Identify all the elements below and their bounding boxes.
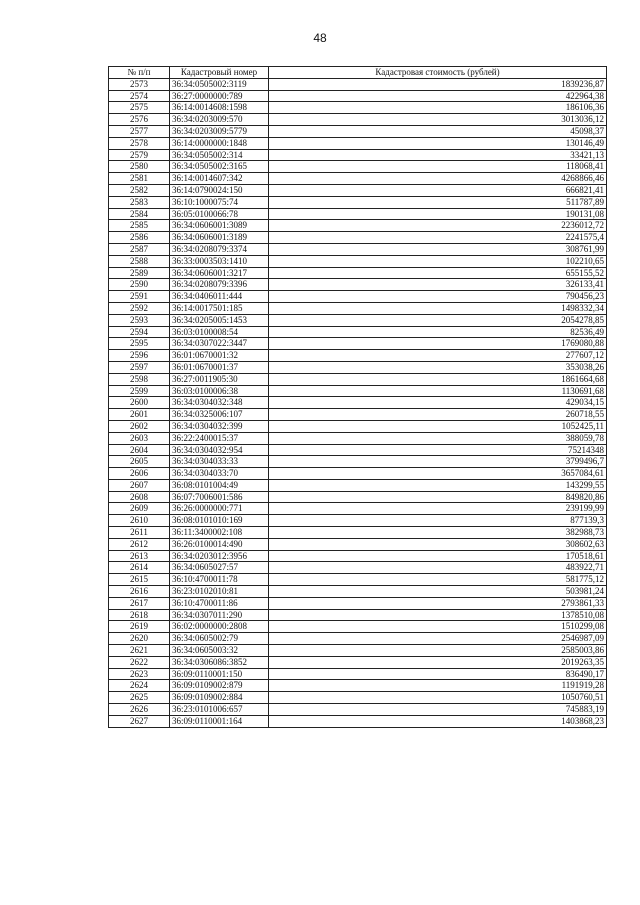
row-number-cell: 2586 (109, 232, 170, 244)
row-number-cell: 2599 (109, 385, 170, 397)
table-row (109, 302, 607, 314)
table-row (109, 597, 607, 609)
row-number-cell: 2579 (109, 149, 170, 161)
row-number-cell: 2573 (109, 78, 170, 90)
row-number-cell: 2604 (109, 444, 170, 456)
cadastral-number-cell: 36:22:2400015:37 (170, 432, 269, 444)
cadastral-value-cell: 877139,3 (269, 515, 607, 527)
cadastral-value-cell: 511787,89 (269, 196, 607, 208)
cadastral-value-cell: 1769080,88 (269, 338, 607, 350)
cadastral-value-cell: 190131,08 (269, 208, 607, 220)
row-number-cell: 2623 (109, 668, 170, 680)
table-row (109, 574, 607, 586)
cadastral-number-cell: 36:09:0109002:884 (170, 692, 269, 704)
cadastral-value-cell: 388059,78 (269, 432, 607, 444)
cadastral-number-cell: 36:01:0670001:32 (170, 350, 269, 362)
row-number-cell: 2608 (109, 491, 170, 503)
cadastral-number-cell: 36:34:0406011:444 (170, 291, 269, 303)
row-number-cell: 2581 (109, 173, 170, 185)
cadastral-value-cell: 353038,26 (269, 361, 607, 373)
row-number-cell: 2616 (109, 586, 170, 598)
row-number-cell: 2613 (109, 550, 170, 562)
row-number-cell: 2577 (109, 125, 170, 137)
cadastral-value-cell: 2236012,72 (269, 220, 607, 232)
cadastral-value-cell: 170518,61 (269, 550, 607, 562)
table-row (109, 491, 607, 503)
row-number-cell: 2617 (109, 597, 170, 609)
row-number-cell: 2597 (109, 361, 170, 373)
row-number-cell: 2614 (109, 562, 170, 574)
table-body (109, 78, 607, 727)
row-number-cell: 2605 (109, 456, 170, 468)
table-row (109, 704, 607, 716)
cadastral-number-cell: 36:34:0203012:3956 (170, 550, 269, 562)
cadastral-number-cell: 36:33:0003503:1410 (170, 255, 269, 267)
header-row-number: № п/п (109, 67, 170, 79)
table-row (109, 562, 607, 574)
cadastral-value-cell: 45098,37 (269, 125, 607, 137)
row-number-cell: 2591 (109, 291, 170, 303)
table-row (109, 692, 607, 704)
table-row (109, 255, 607, 267)
table-row (109, 515, 607, 527)
page-number: 48 (313, 31, 327, 45)
cadastral-value-cell: 1191919,28 (269, 680, 607, 692)
cadastral-number-cell: 36:34:0505002:314 (170, 149, 269, 161)
table-row (109, 503, 607, 515)
cadastral-value-cell: 260718,55 (269, 409, 607, 421)
table-row (109, 314, 607, 326)
cadastral-number-cell: 36:34:0205005:1453 (170, 314, 269, 326)
table-header-row (109, 67, 607, 79)
table-row (109, 196, 607, 208)
cadastral-number-cell: 36:10:4700011:78 (170, 574, 269, 586)
table-row (109, 385, 607, 397)
cadastral-number-cell: 36:34:0605003:32 (170, 645, 269, 657)
row-number-cell: 2602 (109, 420, 170, 432)
row-number-cell: 2588 (109, 255, 170, 267)
table-row (109, 527, 607, 539)
table-row (109, 656, 607, 668)
cadastral-value-cell: 2585003,86 (269, 645, 607, 657)
row-number-cell: 2576 (109, 114, 170, 126)
cadastral-number-cell: 36:10:1000075:74 (170, 196, 269, 208)
cadastral-number-cell: 36:11:3400002:108 (170, 527, 269, 539)
table-row (109, 361, 607, 373)
cadastral-number-cell: 36:34:0505002:3119 (170, 78, 269, 90)
cadastral-number-cell: 36:14:0790024:150 (170, 184, 269, 196)
table-row (109, 373, 607, 385)
cadastral-value-cell: 2019263,35 (269, 656, 607, 668)
row-number-cell: 2580 (109, 161, 170, 173)
cadastral-number-cell: 36:34:0203009:5779 (170, 125, 269, 137)
cadastral-number-cell: 36:23:0101006:657 (170, 704, 269, 716)
cadastral-number-cell: 36:10:4700011:86 (170, 597, 269, 609)
table-row (109, 137, 607, 149)
table-row (109, 102, 607, 114)
row-number-cell: 2621 (109, 645, 170, 657)
cadastral-value-cell: 1050760,51 (269, 692, 607, 704)
cadastral-value-cell: 3799496,7 (269, 456, 607, 468)
cadastral-number-cell: 36:03:0100006:38 (170, 385, 269, 397)
cadastral-number-cell: 36:34:0606001:3217 (170, 267, 269, 279)
cadastral-number-cell: 36:34:0304032:399 (170, 420, 269, 432)
row-number-cell: 2595 (109, 338, 170, 350)
cadastral-value-cell: 745883,19 (269, 704, 607, 716)
row-number-cell: 2625 (109, 692, 170, 704)
table-row (109, 586, 607, 598)
cadastral-number-cell: 36:34:0304032:348 (170, 397, 269, 409)
table-row (109, 680, 607, 692)
row-number-cell: 2585 (109, 220, 170, 232)
row-number-cell: 2612 (109, 538, 170, 550)
row-number-cell: 2601 (109, 409, 170, 421)
table-row (109, 338, 607, 350)
cadastral-number-cell: 36:34:0306086:3852 (170, 656, 269, 668)
cadastral-number-cell: 36:26:0000000:771 (170, 503, 269, 515)
table-row (109, 243, 607, 255)
cadastral-number-cell: 36:34:0304033:33 (170, 456, 269, 468)
table-row (109, 161, 607, 173)
cadastral-value-cell: 1378510,08 (269, 609, 607, 621)
row-number-cell: 2582 (109, 184, 170, 196)
row-number-cell: 2626 (109, 704, 170, 716)
cadastral-value-cell: 581775,12 (269, 574, 607, 586)
header-cadastral-value: Кадастровая стоимость (рублей) (269, 67, 607, 79)
table-row (109, 220, 607, 232)
row-number-cell: 2587 (109, 243, 170, 255)
cadastral-value-cell: 1403868,23 (269, 715, 607, 727)
cadastral-number-cell: 36:09:0110001:164 (170, 715, 269, 727)
cadastral-number-cell: 36:14:0014608:1598 (170, 102, 269, 114)
row-number-cell: 2589 (109, 267, 170, 279)
cadastral-number-cell: 36:08:0101004:49 (170, 479, 269, 491)
row-number-cell: 2598 (109, 373, 170, 385)
cadastral-number-cell: 36:34:0606001:3189 (170, 232, 269, 244)
cadastral-number-cell: 36:23:0102010:81 (170, 586, 269, 598)
cadastral-number-cell: 36:07:7006001:586 (170, 491, 269, 503)
cadastral-number-cell: 36:34:0307022:3447 (170, 338, 269, 350)
cadastral-value-cell: 102210,65 (269, 255, 607, 267)
cadastral-number-cell: 36:34:0605027:57 (170, 562, 269, 574)
table-row (109, 125, 607, 137)
cadastral-number-cell: 36:34:0605002:79 (170, 633, 269, 645)
cadastral-value-cell: 849820,86 (269, 491, 607, 503)
row-number-cell: 2607 (109, 479, 170, 491)
cadastral-value-cell: 483922,71 (269, 562, 607, 574)
cadastral-number-cell: 36:02:0000000:2808 (170, 621, 269, 633)
cadastral-number-cell: 36:14:0014607:342 (170, 173, 269, 185)
cadastral-value-cell: 2054278,85 (269, 314, 607, 326)
cadastral-number-cell: 36:34:0325006:107 (170, 409, 269, 421)
table-row (109, 291, 607, 303)
cadastral-number-cell: 36:34:0304033:70 (170, 468, 269, 480)
cadastral-value-cell: 75214348 (269, 444, 607, 456)
row-number-cell: 2594 (109, 326, 170, 338)
cadastral-value-cell: 130146,49 (269, 137, 607, 149)
row-number-cell: 2618 (109, 609, 170, 621)
table-row (109, 397, 607, 409)
table-row (109, 420, 607, 432)
row-number-cell: 2624 (109, 680, 170, 692)
row-number-cell: 2606 (109, 468, 170, 480)
cadastral-value-cell: 382988,73 (269, 527, 607, 539)
row-number-cell: 2603 (109, 432, 170, 444)
cadastral-number-cell: 36:09:0109002:879 (170, 680, 269, 692)
cadastral-number-cell: 36:34:0203009:570 (170, 114, 269, 126)
cadastral-value-cell: 2241575,4 (269, 232, 607, 244)
table-row (109, 90, 607, 102)
cadastral-value-cell: 1498332,34 (269, 302, 607, 314)
row-number-cell: 2574 (109, 90, 170, 102)
row-number-cell: 2609 (109, 503, 170, 515)
row-number-cell: 2615 (109, 574, 170, 586)
table-row (109, 715, 607, 727)
cadastral-value-cell: 3657084,61 (269, 468, 607, 480)
cadastral-value-cell: 82536,49 (269, 326, 607, 338)
cadastral-number-cell: 36:34:0606001:3089 (170, 220, 269, 232)
cadastral-value-cell: 1839236,87 (269, 78, 607, 90)
row-number-cell: 2627 (109, 715, 170, 727)
cadastral-value-cell: 1130691,68 (269, 385, 607, 397)
row-number-cell: 2590 (109, 279, 170, 291)
row-number-cell: 2596 (109, 350, 170, 362)
cadastral-value-cell: 790456,23 (269, 291, 607, 303)
cadastral-value-cell: 3013036,12 (269, 114, 607, 126)
table-row (109, 432, 607, 444)
row-number-cell: 2593 (109, 314, 170, 326)
table-row (109, 184, 607, 196)
cadastral-value-cell: 2793861,33 (269, 597, 607, 609)
cadastral-value-cell: 4268866,46 (269, 173, 607, 185)
cadastral-number-cell: 36:34:0307011:290 (170, 609, 269, 621)
table-row (109, 78, 607, 90)
row-number-cell: 2592 (109, 302, 170, 314)
cadastral-value-cell: 326133,41 (269, 279, 607, 291)
table-row (109, 173, 607, 185)
table-row (109, 267, 607, 279)
table-row (109, 232, 607, 244)
row-number-cell: 2578 (109, 137, 170, 149)
cadastral-value-cell: 422964,38 (269, 90, 607, 102)
cadastral-number-cell: 36:14:0000000:1848 (170, 137, 269, 149)
row-number-cell: 2619 (109, 621, 170, 633)
cadastral-number-cell: 36:09:0110001:150 (170, 668, 269, 680)
cadastral-value-cell: 143299,55 (269, 479, 607, 491)
cadastral-number-cell: 36:14:0017501:185 (170, 302, 269, 314)
table-row (109, 114, 607, 126)
cadastral-number-cell: 36:01:0670001:37 (170, 361, 269, 373)
cadastral-value-cell: 186106,36 (269, 102, 607, 114)
cadastral-value-cell: 308761,99 (269, 243, 607, 255)
row-number-cell: 2583 (109, 196, 170, 208)
cadastral-value-cell: 277607,12 (269, 350, 607, 362)
table-row (109, 645, 607, 657)
cadastral-value-cell: 1861664,68 (269, 373, 607, 385)
cadastral-number-cell: 36:08:0101010:169 (170, 515, 269, 527)
table-row (109, 409, 607, 421)
cadastral-number-cell: 36:34:0208079:3374 (170, 243, 269, 255)
row-number-cell: 2575 (109, 102, 170, 114)
table-row (109, 633, 607, 645)
cadastral-value-cell: 308602,63 (269, 538, 607, 550)
table-row (109, 468, 607, 480)
cadastral-number-cell: 36:34:0208079:3396 (170, 279, 269, 291)
cadastral-value-cell: 503981,24 (269, 586, 607, 598)
table-row (109, 456, 607, 468)
table-row (109, 350, 607, 362)
row-number-cell: 2611 (109, 527, 170, 539)
row-number-cell: 2584 (109, 208, 170, 220)
table-row (109, 550, 607, 562)
cadastral-value-cell: 33421,13 (269, 149, 607, 161)
cadastral-value-cell: 118068,41 (269, 161, 607, 173)
table-row (109, 208, 607, 220)
table-row (109, 326, 607, 338)
cadastral-number-cell: 36:03:0100008:54 (170, 326, 269, 338)
table-row (109, 444, 607, 456)
cadastral-number-cell: 36:34:0304032:954 (170, 444, 269, 456)
table-row (109, 479, 607, 491)
cadastral-value-cell: 1510299,08 (269, 621, 607, 633)
cadastral-table (108, 66, 607, 728)
cadastral-number-cell: 36:27:0011905:30 (170, 373, 269, 385)
table-row (109, 149, 607, 161)
header-cadastral-number: Кадастровый номер (170, 67, 269, 79)
cadastral-number-cell: 36:27:0000000:789 (170, 90, 269, 102)
cadastral-number-cell: 36:05:0100066:78 (170, 208, 269, 220)
cadastral-value-cell: 429034,15 (269, 397, 607, 409)
table-row (109, 621, 607, 633)
cadastral-value-cell: 666821,41 (269, 184, 607, 196)
cadastral-number-cell: 36:26:0100014:490 (170, 538, 269, 550)
cadastral-value-cell: 1052425,11 (269, 420, 607, 432)
table-row (109, 609, 607, 621)
row-number-cell: 2600 (109, 397, 170, 409)
cadastral-value-cell: 2546987,09 (269, 633, 607, 645)
cadastral-value-cell: 836490,17 (269, 668, 607, 680)
row-number-cell: 2622 (109, 656, 170, 668)
row-number-cell: 2620 (109, 633, 170, 645)
table-row (109, 279, 607, 291)
cadastral-number-cell: 36:34:0505002:3165 (170, 161, 269, 173)
table-row (109, 538, 607, 550)
table-row (109, 668, 607, 680)
row-number-cell: 2610 (109, 515, 170, 527)
cadastral-value-cell: 239199,99 (269, 503, 607, 515)
cadastral-value-cell: 655155,52 (269, 267, 607, 279)
